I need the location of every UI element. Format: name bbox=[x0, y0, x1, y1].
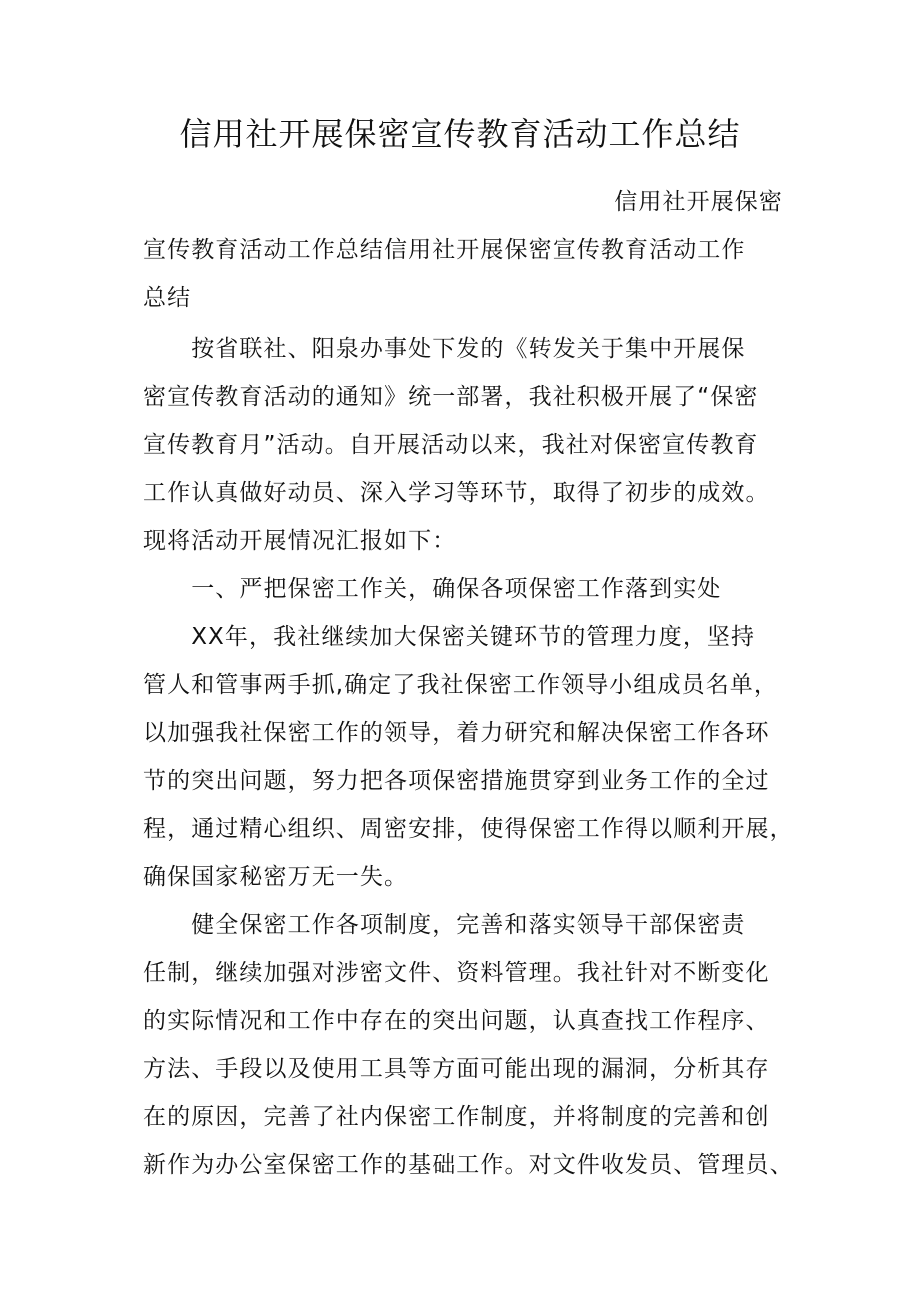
subtitle-line: 宣传教育活动工作总结信用社开展保密宣传教育活动工作 bbox=[143, 237, 746, 263]
body-line: 健全保密工作各项制度，完善和落实领导干部保密责 bbox=[143, 912, 746, 938]
body-line: 新作为办公室保密工作的基础工作。对文件收发员、管理员、 bbox=[143, 1152, 794, 1178]
body-line: 程，通过精心组织、周密安排，使得保密工作得以顺利开展， bbox=[143, 816, 794, 842]
subtitle-line: 总结 bbox=[143, 285, 192, 311]
body-line: 节的突出问题，努力把各项保密措施贯穿到业务工作的全过 bbox=[143, 768, 770, 794]
body-line: 现将活动开展情况汇报如下： bbox=[143, 528, 457, 554]
body-line: 管人和管事两手抓,确定了我社保密工作领导小组成员名单， bbox=[143, 672, 779, 698]
body-line: 任制，继续加强对涉密文件、资料管理。我社针对不断变化 bbox=[143, 960, 770, 986]
body-line: XX年，我社继续加大保密关键环节的管理力度，坚持 bbox=[143, 624, 756, 650]
document-title: 信用社开展保密宣传教育活动工作总结 bbox=[179, 115, 741, 153]
section-heading: 一、严把保密工作关，确保各项保密工作落到实处 bbox=[143, 576, 722, 602]
body-line: 宣传教育月”活动。自开展活动以来，我社对保密宣传教育 bbox=[143, 432, 759, 458]
body-line: 密宣传教育活动的通知》统一部署，我社积极开展了“保密 bbox=[143, 384, 759, 410]
body-line: 方法、手段以及使用工具等方面可能出现的漏洞，分析其存 bbox=[143, 1056, 770, 1082]
body-line: 确保国家秘密万无一失。 bbox=[143, 864, 409, 890]
subtitle-block bbox=[143, 178, 783, 322]
body-line: 按省联社、阳泉办事处下发的《转发关于集中开展保 bbox=[143, 336, 746, 362]
body-line: 以加强我社保密工作的领导，着力研究和解决保密工作各环 bbox=[143, 720, 770, 746]
subtitle-line: 信用社开展保密 bbox=[614, 189, 783, 215]
body-line: 工作认真做好动员、深入学习等环节，取得了初步的成效。 bbox=[143, 480, 770, 506]
body-line: 的实际情况和工作中存在的突出问题，认真查找工作程序、 bbox=[143, 1008, 770, 1034]
body-text bbox=[143, 325, 794, 1189]
body-line: 在的原因，完善了社内保密工作制度，并将制度的完善和创 bbox=[143, 1104, 770, 1130]
